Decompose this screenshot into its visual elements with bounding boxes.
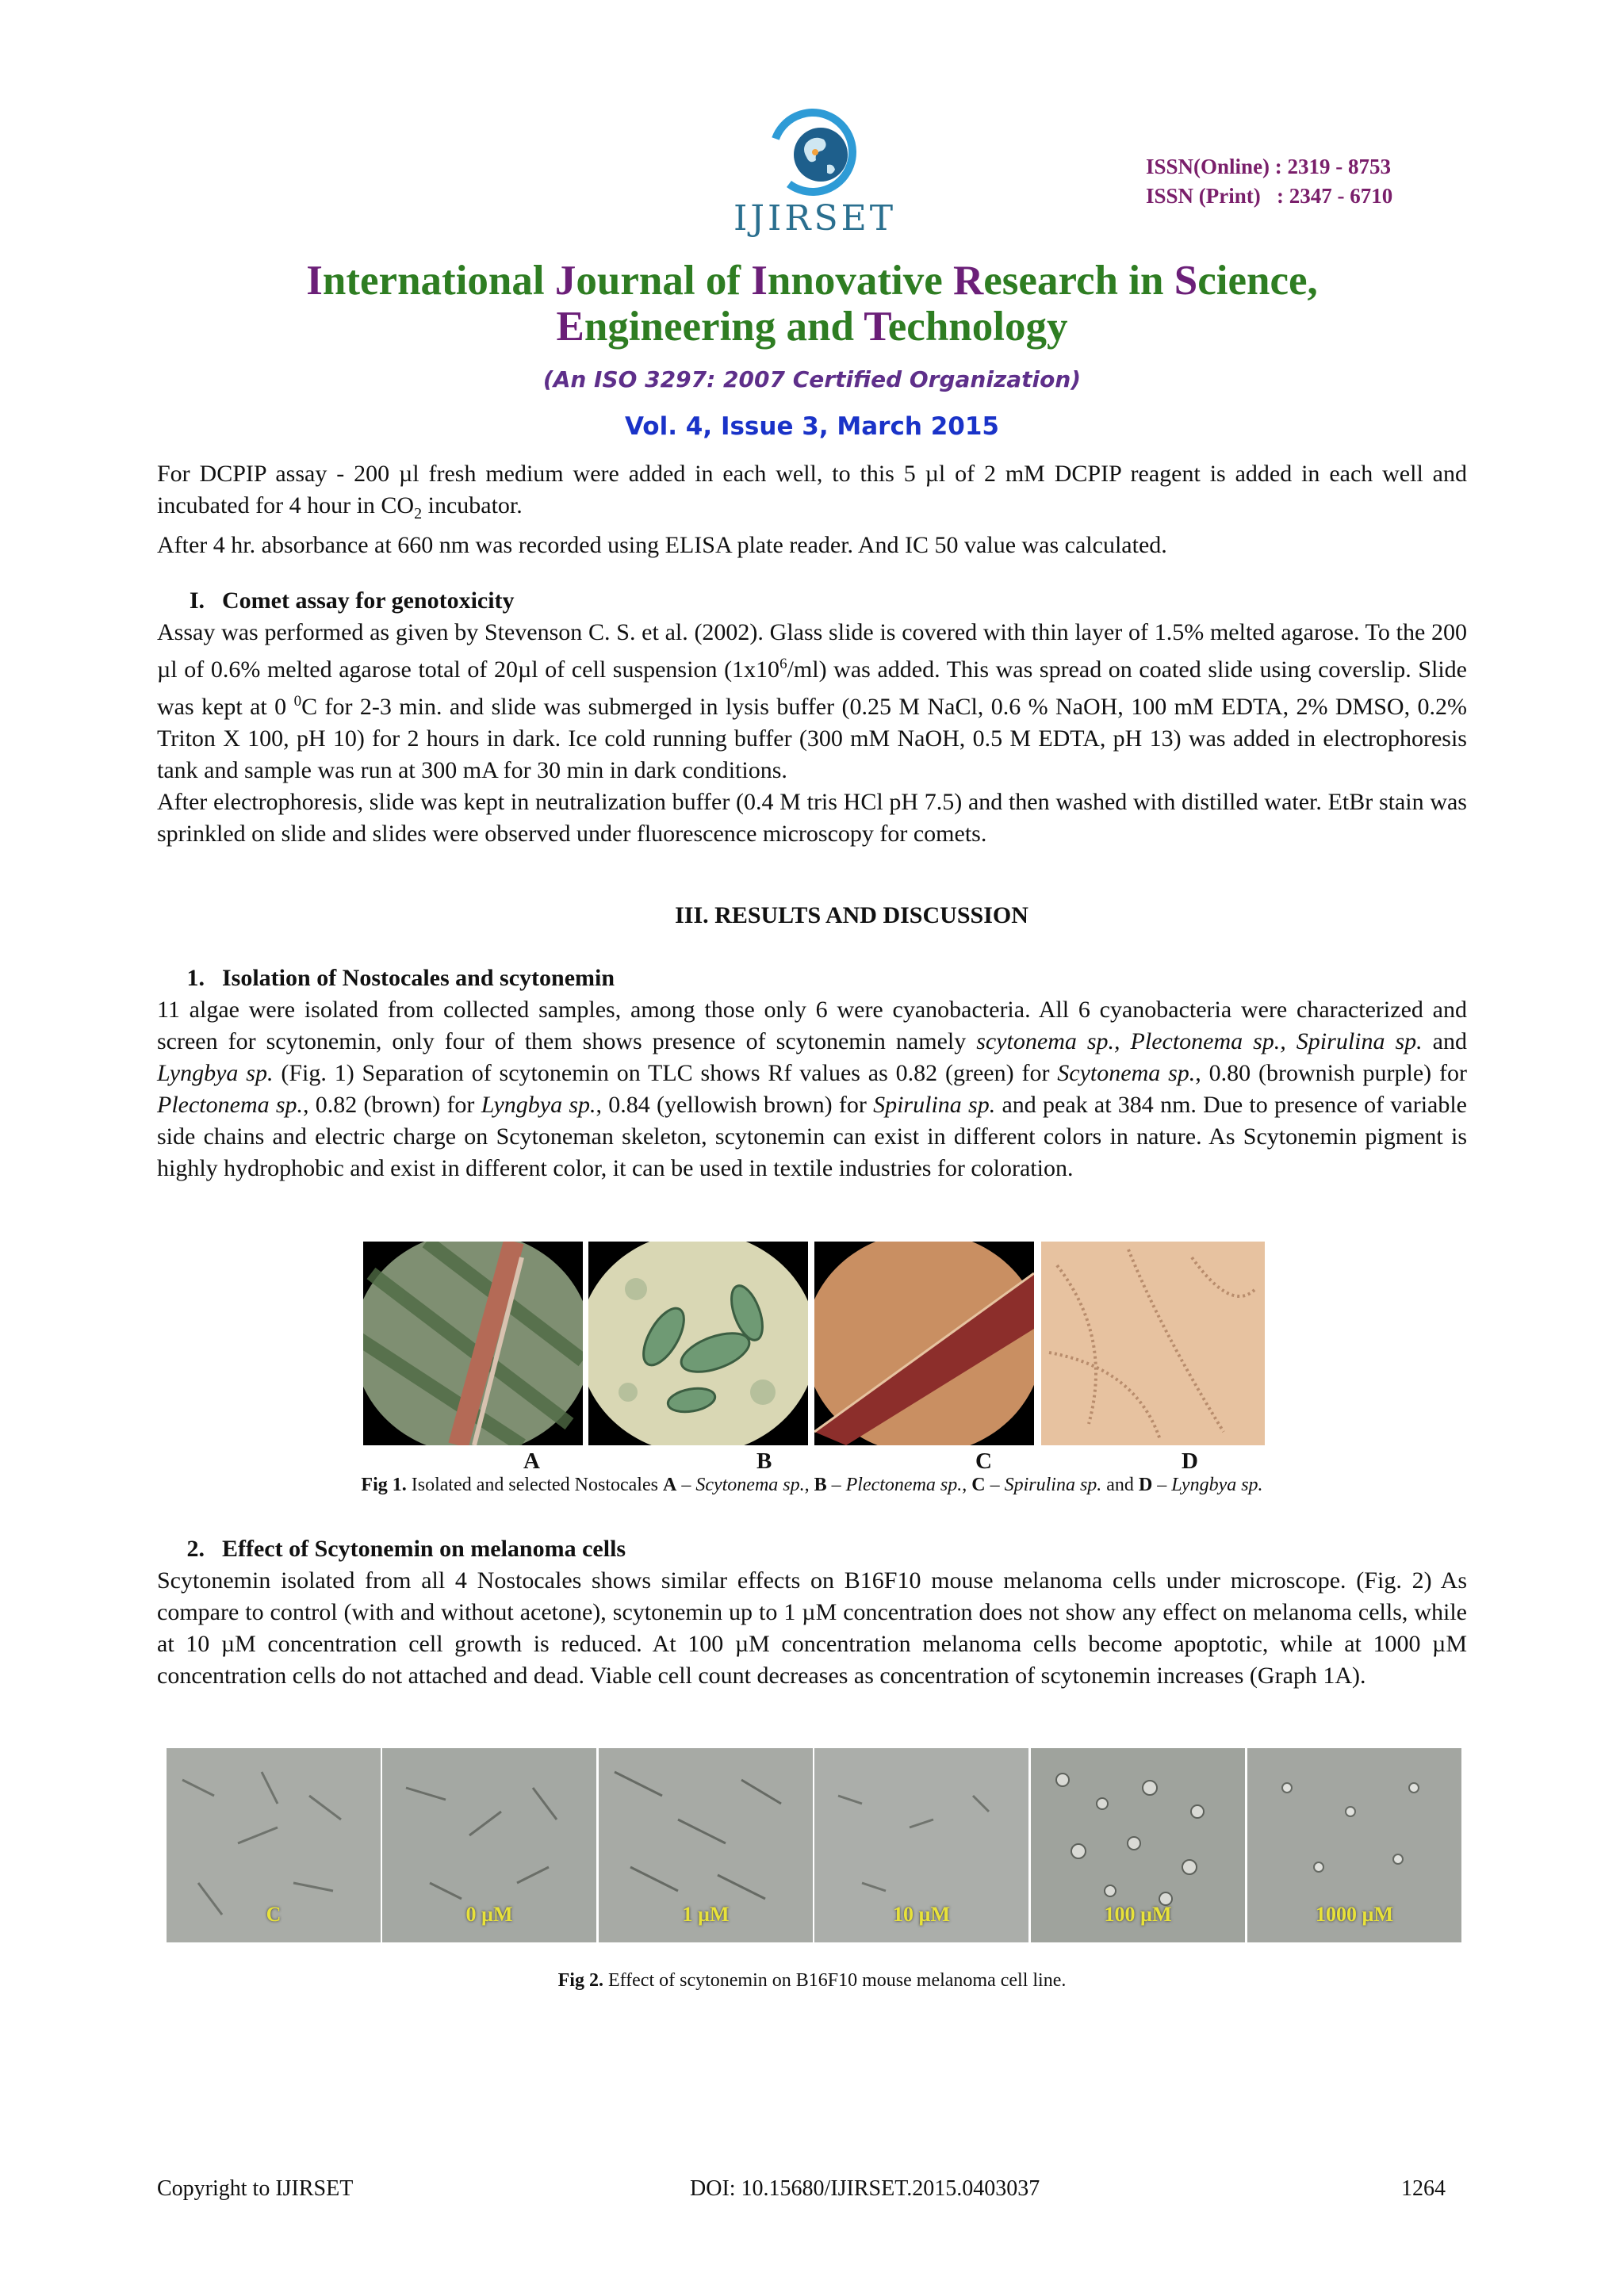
fig2-panel-1000um — [1247, 1748, 1461, 1942]
fig2-panel-0um — [382, 1748, 596, 1942]
fig1-image-a — [363, 1242, 583, 1445]
heading-comet-assay: I. Comet assay for genotoxicity — [189, 587, 515, 614]
journal-title-line2: Engineering and Technology — [556, 304, 1068, 350]
footer-page-number: 1264 — [1401, 2176, 1446, 2201]
journal-title-line1: International Journal of Innovative Research in Science, — [306, 258, 1318, 304]
heading-melanoma: 2. Effect of Scytonemin on melanoma cells — [186, 1536, 626, 1562]
issn-print: ISSN (Print) : 2347 - 6710 — [1146, 184, 1393, 208]
fig2-panel-100um — [1031, 1748, 1245, 1942]
fig2-label-1000um: 1000 µM — [1315, 1903, 1394, 1926]
fig1-label-c: C — [975, 1448, 992, 1474]
fig1-image-d — [1041, 1242, 1265, 1445]
paragraph-melanoma: Scytonemin isolated from all 4 Nostocales shows similar effects on B16F10 mouse melanoma cells under microscope. (Fig. 2) As compare to control (with and without acetone), scytonemin up to 1 µM concentration does not show any effect on melanoma cells, while at 10 µM concentration cell growth is reduced. At 100 µM concentration melanoma cells become apoptotic, while at 1000 µM concentration cells do not attached and dead. Viable cell count decreases as concentration of scytonemin increases (Graph 1A). — [157, 1567, 1467, 1689]
fig1-image-c — [814, 1242, 1034, 1445]
fig2-label-100um: 100 µM — [1104, 1903, 1172, 1926]
fig2-panel-1um — [599, 1748, 813, 1942]
paragraph-isolation: 11 algae were isolated from collected samples, among those only 6 were cyanobacteria. All 6 cyanobacteria were characterized and screen for scytonemin, only four of them shows presence of scytonemin namely scytonema sp., Plectonema sp., Spirulina sp. and Lyngbya sp. (Fig. 1) Separation of scytonemin on TLC shows Rf values as 0.82 (green) for Scytonema sp., 0.80 (brownish purple) for Plectonema sp., 0.82 (brown) for Lyngbya sp., 0.84 (yellowish brown) for Spirulina sp. and peak at 384 nm. Due to presence of variable side chains and electric charge on Scytoneman skeleton, scytonemin can exist in different colors in nature. As Scytonemin pigment is highly hydrophobic and exist in different color, it can be used in textile industries for coloration. — [157, 997, 1468, 1181]
footer-copyright: Copyright to IJIRSET — [157, 2176, 354, 2201]
paragraph-comet-assay: Assay was performed as given by Stevenson C. S. et al. (2002). Glass slide is covered with thin layer of 1.5% melted agarose. To the 200 µl of 0.6% melted agarose total of 20µl of cell suspension $(1x10^6/ml)$ was added. This was spread on coated slide using coverslip. Slide was kept at 0 $^0$C for 2-3 min. and slide was submerged in lysis buffer (0.25 M NaCl, 0.6 % NaOH, 100 mM EDTA, 2% DMSO, 0.2% Triton X 100, pH 10) for 2 hours in dark. Ice cold running buffer (300 mM NaOH, 0.5 M EDTA, pH 13) was added in electrophoresis tank and sample was run at 300 mA for 30 min in dark conditions. After electrophoresis, slide was kept in neutralization buffer (0.4 M tris HCl pH 7.5) and then washed with distilled water. EtBr stain was sprinkled on slide and slides were observed under fluorescence microscopy for comets. — [157, 619, 1467, 847]
fig1-label-b: B — [756, 1448, 772, 1474]
fig1-label-d: D — [1182, 1448, 1198, 1474]
fig1-caption: Fig 1. Isolated and selected Nostocales A – Scytonema sp., B – Plectonema sp., C – Spirulina sp. and D – Lyngbya sp. — [361, 1475, 1263, 1495]
logo-text: IJIRSET — [733, 198, 897, 239]
fig2-caption: Fig 2. Effect of scytonemin on B16F10 mouse melanoma cell line. — [557, 1970, 1067, 1991]
issn-online: ISSN(Online) : 2319 - 8753 — [1146, 155, 1392, 178]
fig2-label-1um: 1 µM — [682, 1903, 730, 1926]
certification-note: (An ISO 3297: 2007 Certified Organization) — [542, 366, 1082, 392]
fig2-label-0um: 0 µM — [465, 1903, 513, 1926]
heading-isolation: 1. Isolation of Nostocales and scytonemin — [186, 965, 615, 991]
footer-doi: DOI: 10.15680/IJIRSET.2015.0403037 — [690, 2176, 1040, 2201]
fig2-panel-control — [167, 1748, 381, 1942]
fig1-label-a: A — [523, 1448, 540, 1474]
heading-results: III. RESULTS AND DISCUSSION — [675, 902, 1028, 928]
journal-title — [79, 258, 1545, 350]
paragraph-dcpip: For DCPIP assay - 200 µl fresh medium were added in each well, to this 5 µl of 2 mM DCPIP reagent is added in each well and incubated for 4 hour in $CO_2$ incubator. After 4 hr. absorbance at 660 nm was recorded using ELISA plate reader. And IC 50 value was calculated. — [157, 461, 1467, 558]
fig2-panel-10um — [814, 1748, 1028, 1942]
volume-issue: Vol. 4, Issue 3, March 2015 — [625, 412, 999, 441]
fig1-image-b — [588, 1242, 808, 1445]
fig2-label-control: C — [266, 1903, 282, 1926]
fig2-label-10um: 10 µM — [892, 1903, 951, 1926]
